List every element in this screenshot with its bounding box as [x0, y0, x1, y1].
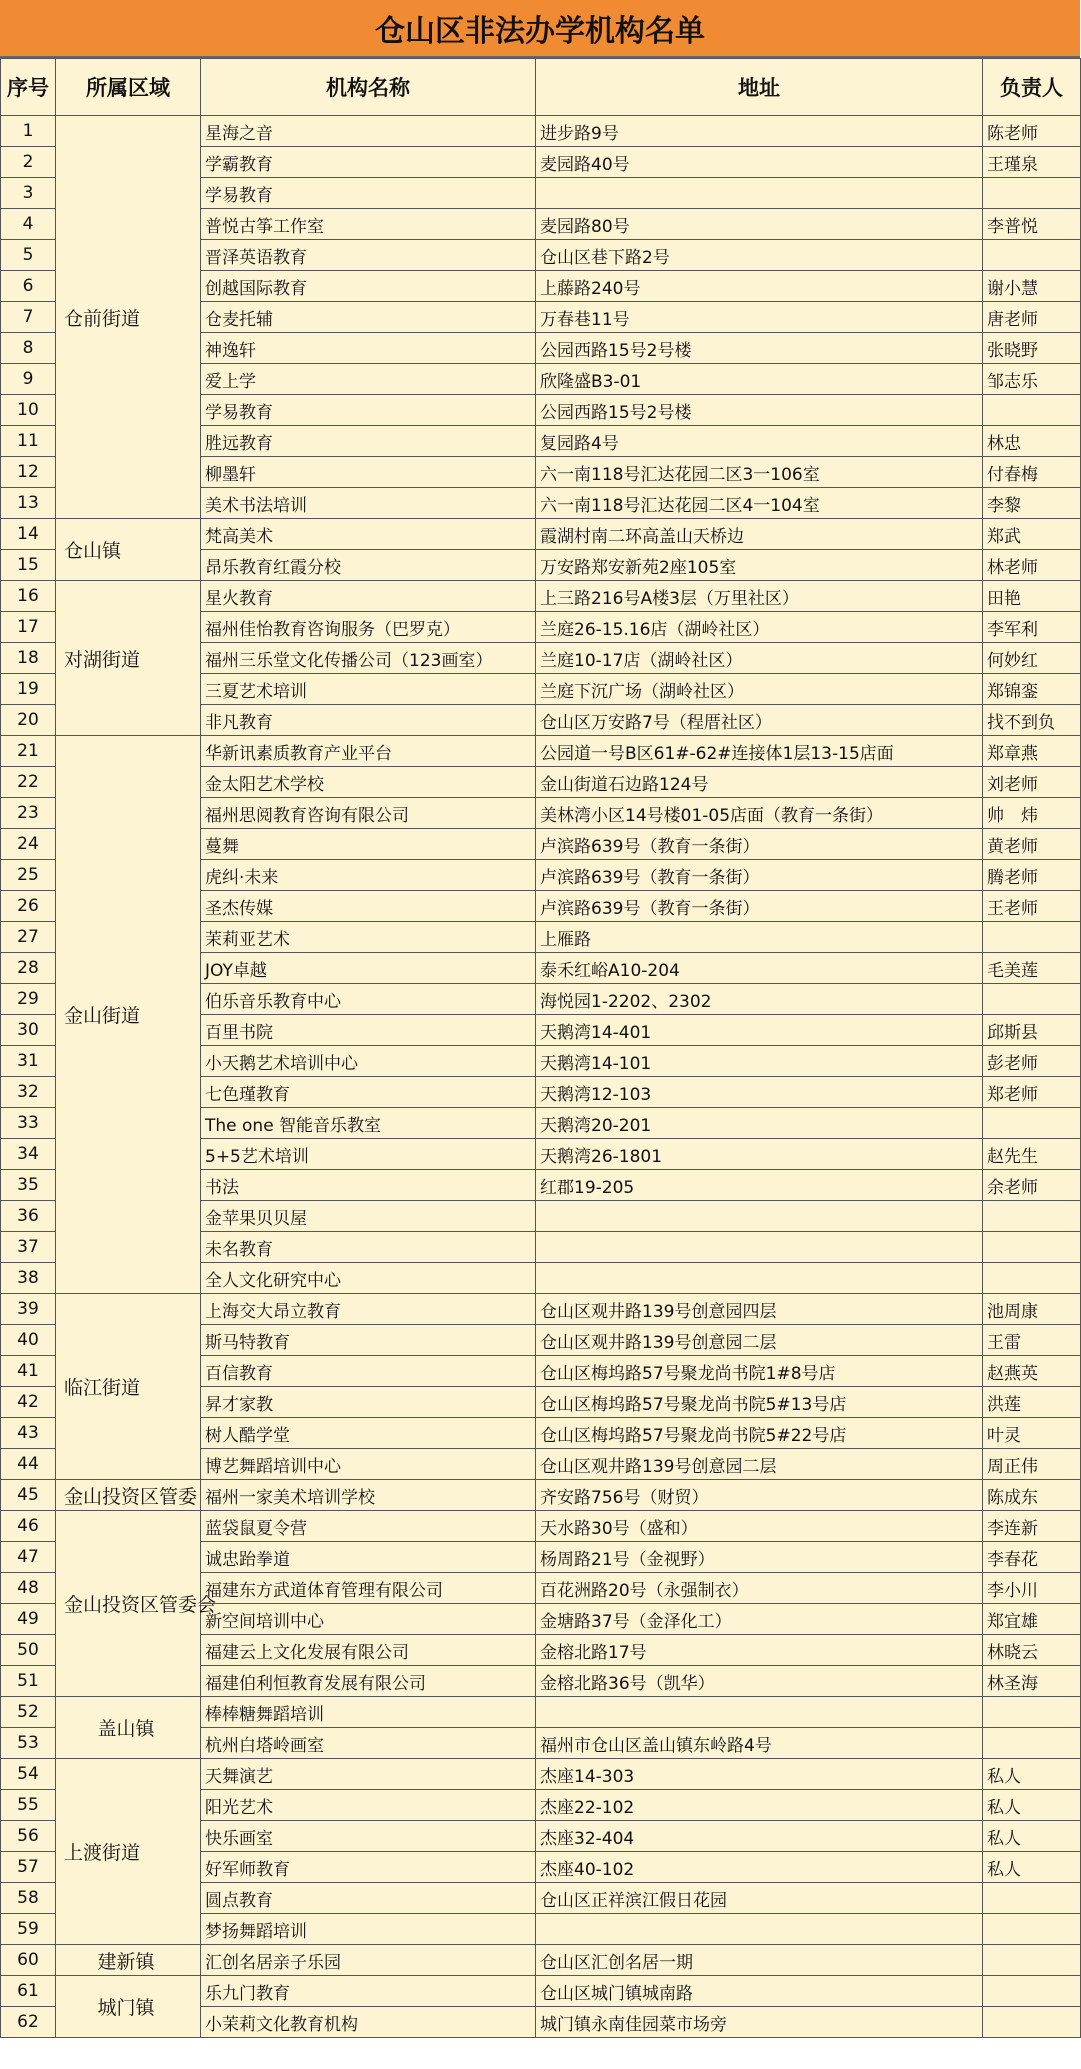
institution-address: 天鹅湾14-101 [536, 1046, 983, 1077]
person-in-charge: 帅 炜 [983, 798, 1081, 829]
person-in-charge: 郑章燕 [983, 736, 1081, 767]
institution-address: 卢滨路639号（教育一条街） [536, 860, 983, 891]
institution-address: 复园路4号 [536, 426, 983, 457]
person-in-charge: 邹志乐 [983, 364, 1081, 395]
person-in-charge: 彭老师 [983, 1046, 1081, 1077]
header-person: 负责人 [983, 59, 1081, 116]
institution-name: 蔓舞 [201, 829, 536, 860]
person-in-charge [983, 984, 1081, 1015]
row-index: 58 [1, 1883, 56, 1914]
institution-address [536, 1263, 983, 1294]
institution-name: 星火教育 [201, 581, 536, 612]
person-in-charge: 谢小慧 [983, 271, 1081, 302]
row-index: 33 [1, 1108, 56, 1139]
row-index: 56 [1, 1821, 56, 1852]
row-index: 2 [1, 147, 56, 178]
person-in-charge: 田艳 [983, 581, 1081, 612]
header-row [1, 59, 1081, 116]
institution-name: 斯马特教育 [201, 1325, 536, 1356]
person-in-charge [983, 395, 1081, 426]
person-in-charge: 李小川 [983, 1573, 1081, 1604]
row-index: 35 [1, 1170, 56, 1201]
institution-name: 学易教育 [201, 178, 536, 209]
institution-name: 虎纠·未来 [201, 860, 536, 891]
table-row [1, 1294, 1081, 1325]
person-in-charge [983, 1232, 1081, 1263]
row-index: 47 [1, 1542, 56, 1573]
row-index: 22 [1, 767, 56, 798]
row-index: 7 [1, 302, 56, 333]
region-cell: 仓山镇 [56, 519, 201, 581]
row-index: 46 [1, 1511, 56, 1542]
institution-address: 天鹅湾12-103 [536, 1077, 983, 1108]
institution-address: 兰庭26-15.16店（湖岭社区） [536, 612, 983, 643]
person-in-charge: 何妙红 [983, 643, 1081, 674]
institution-name: 胜远教育 [201, 426, 536, 457]
institution-name: 金苹果贝贝屋 [201, 1201, 536, 1232]
row-index: 40 [1, 1325, 56, 1356]
institution-name: 福州三乐堂文化传播公司（123画室） [201, 643, 536, 674]
institution-address: 泰禾红峪A10-204 [536, 953, 983, 984]
row-index: 25 [1, 860, 56, 891]
row-index: 17 [1, 612, 56, 643]
institution-name: 未名教育 [201, 1232, 536, 1263]
institution-address: 金榕北路17号 [536, 1635, 983, 1666]
region-cell: 临江街道 [56, 1294, 201, 1480]
person-in-charge: 洪莲 [983, 1387, 1081, 1418]
person-in-charge: 李春花 [983, 1542, 1081, 1573]
institution-address: 金塘路37号（金泽化工） [536, 1604, 983, 1635]
row-index: 44 [1, 1449, 56, 1480]
institution-address: 仓山区城门镇城南路 [536, 1976, 983, 2007]
row-index: 11 [1, 426, 56, 457]
person-in-charge: 付春梅 [983, 457, 1081, 488]
table-row [1, 1759, 1081, 1790]
row-index: 30 [1, 1015, 56, 1046]
person-in-charge [983, 1914, 1081, 1945]
row-index: 15 [1, 550, 56, 581]
region-cell: 仓前街道 [56, 116, 201, 519]
institution-address: 公园道一号B区61#-62#连接体1层13-15店面 [536, 736, 983, 767]
row-index: 50 [1, 1635, 56, 1666]
institution-name: 阳光艺术 [201, 1790, 536, 1821]
institution-name: 书法 [201, 1170, 536, 1201]
row-index: 60 [1, 1945, 56, 1976]
institution-address: 麦园路40号 [536, 147, 983, 178]
table-row [1, 519, 1081, 550]
person-in-charge: 林晓云 [983, 1635, 1081, 1666]
institution-address: 金榕北路36号（凯华） [536, 1666, 983, 1697]
institution-address: 兰庭10-17店（湖岭社区） [536, 643, 983, 674]
row-index: 27 [1, 922, 56, 953]
table-row [1, 1511, 1081, 1542]
row-index: 52 [1, 1697, 56, 1728]
table-row [1, 736, 1081, 767]
person-in-charge [983, 240, 1081, 271]
institution-address: 天鹅湾26-1801 [536, 1139, 983, 1170]
institution-name: 百里书院 [201, 1015, 536, 1046]
row-index: 57 [1, 1852, 56, 1883]
region-cell: 建新镇 [56, 1945, 201, 1976]
person-in-charge: 赵先生 [983, 1139, 1081, 1170]
person-in-charge: 林忠 [983, 426, 1081, 457]
institution-address: 麦园路80号 [536, 209, 983, 240]
person-in-charge [983, 1108, 1081, 1139]
institution-address: 兰庭下沉广场（湖岭社区） [536, 674, 983, 705]
institution-name: 昇才家教 [201, 1387, 536, 1418]
person-in-charge: 刘老师 [983, 767, 1081, 798]
row-index: 3 [1, 178, 56, 209]
institution-address: 海悦园1-2202、2302 [536, 984, 983, 1015]
region-cell: 对湖街道 [56, 581, 201, 736]
row-index: 10 [1, 395, 56, 426]
institution-address [536, 1232, 983, 1263]
institution-table [0, 58, 1081, 2038]
institution-address: 天鹅湾14-401 [536, 1015, 983, 1046]
row-index: 36 [1, 1201, 56, 1232]
institution-name: 棒棒糖舞蹈培训 [201, 1697, 536, 1728]
institution-address: 仓山区汇创名居一期 [536, 1945, 983, 1976]
institution-name: 乐九门教育 [201, 1976, 536, 2007]
person-in-charge: 李普悦 [983, 209, 1081, 240]
row-index: 12 [1, 457, 56, 488]
row-index: 26 [1, 891, 56, 922]
header-name: 机构名称 [201, 59, 536, 116]
person-in-charge: 李军利 [983, 612, 1081, 643]
page-title: 仓山区非法办学机构名单 [0, 0, 1080, 58]
institution-name: 昂乐教育红霞分校 [201, 550, 536, 581]
institution-name: 学霸教育 [201, 147, 536, 178]
institution-name: 好军师教育 [201, 1852, 536, 1883]
row-index: 38 [1, 1263, 56, 1294]
row-index: 28 [1, 953, 56, 984]
institution-address: 万安路郑安新苑2座105室 [536, 550, 983, 581]
institution-name: 普悦古筝工作室 [201, 209, 536, 240]
institution-name: 柳墨轩 [201, 457, 536, 488]
institution-name: 蓝袋鼠夏令营 [201, 1511, 536, 1542]
row-index: 18 [1, 643, 56, 674]
table-body [1, 116, 1081, 2038]
institution-name: 梵高美术 [201, 519, 536, 550]
person-in-charge: 李连新 [983, 1511, 1081, 1542]
institution-name: 福建云上文化发展有限公司 [201, 1635, 536, 1666]
person-in-charge [983, 1883, 1081, 1914]
person-in-charge: 王瑾泉 [983, 147, 1081, 178]
table-row [1, 1976, 1081, 2007]
header-index: 序号 [1, 59, 56, 116]
institution-name: 星海之音 [201, 116, 536, 147]
institution-name: 圆点教育 [201, 1883, 536, 1914]
institution-name: 七色瑾教育 [201, 1077, 536, 1108]
header-address: 地址 [536, 59, 983, 116]
person-in-charge: 余老师 [983, 1170, 1081, 1201]
row-index: 5 [1, 240, 56, 271]
region-cell: 盖山镇 [56, 1697, 201, 1759]
institution-name: 创越国际教育 [201, 271, 536, 302]
person-in-charge: 周正伟 [983, 1449, 1081, 1480]
region-cell: 金山投资区管委 [56, 1480, 201, 1511]
institution-name: 福建东方武道体育管理有限公司 [201, 1573, 536, 1604]
institution-address: 欣隆盛B3-01 [536, 364, 983, 395]
person-in-charge: 郑武 [983, 519, 1081, 550]
person-in-charge: 唐老师 [983, 302, 1081, 333]
row-index: 16 [1, 581, 56, 612]
person-in-charge: 腾老师 [983, 860, 1081, 891]
institution-address: 杰座32-404 [536, 1821, 983, 1852]
institution-address: 霞湖村南二环高盖山天桥边 [536, 519, 983, 550]
person-in-charge: 林老师 [983, 550, 1081, 581]
table-row [1, 1697, 1081, 1728]
institution-name: 福建伯利恒教育发展有限公司 [201, 1666, 536, 1697]
institution-name: 天舞演艺 [201, 1759, 536, 1790]
person-in-charge [983, 1728, 1081, 1759]
institution-name: 汇创名居亲子乐园 [201, 1945, 536, 1976]
institution-address: 仓山区观井路139号创意园二层 [536, 1325, 983, 1356]
row-index: 9 [1, 364, 56, 395]
person-in-charge: 陈老师 [983, 116, 1081, 147]
person-in-charge: 私人 [983, 1852, 1081, 1883]
institution-address: 福州市仓山区盖山镇东岭路4号 [536, 1728, 983, 1759]
institution-address: 六一南118号汇达花园二区3一106室 [536, 457, 983, 488]
row-index: 45 [1, 1480, 56, 1511]
row-index: 21 [1, 736, 56, 767]
row-index: 20 [1, 705, 56, 736]
region-cell: 金山街道 [56, 736, 201, 1294]
region-cell: 上渡街道 [56, 1759, 201, 1945]
institution-address: 百花洲路20号（永强制衣） [536, 1573, 983, 1604]
institution-address: 仓山区梅坞路57号聚龙尚书院5#13号店 [536, 1387, 983, 1418]
institution-name: 快乐画室 [201, 1821, 536, 1852]
row-index: 4 [1, 209, 56, 240]
row-index: 6 [1, 271, 56, 302]
institution-address: 万春巷11号 [536, 302, 983, 333]
institution-address: 仓山区正祥滨江假日花园 [536, 1883, 983, 1914]
institution-address [536, 178, 983, 209]
row-index: 39 [1, 1294, 56, 1325]
institution-address [536, 1201, 983, 1232]
person-in-charge: 邱斯县 [983, 1015, 1081, 1046]
institution-name: 博艺舞蹈培训中心 [201, 1449, 536, 1480]
institution-address: 仓山区观井路139号创意园四层 [536, 1294, 983, 1325]
institution-name: 小天鹅艺术培训中心 [201, 1046, 536, 1077]
institution-address: 卢滨路639号（教育一条街） [536, 891, 983, 922]
institution-address: 上三路216号A楼3层（万里社区） [536, 581, 983, 612]
person-in-charge: 林圣海 [983, 1666, 1081, 1697]
institution-name: 福州思阅教育咨询有限公司 [201, 798, 536, 829]
institution-name: 金太阳艺术学校 [201, 767, 536, 798]
institution-name: 小茉莉文化教育机构 [201, 2007, 536, 2038]
institution-name: 圣杰传媒 [201, 891, 536, 922]
institution-address: 进步路9号 [536, 116, 983, 147]
row-index: 34 [1, 1139, 56, 1170]
institution-address: 红郡19-205 [536, 1170, 983, 1201]
institution-address: 卢滨路639号（教育一条街） [536, 829, 983, 860]
institution-address: 城门镇永南佳园菜市场旁 [536, 2007, 983, 2038]
person-in-charge: 找不到负 [983, 705, 1081, 736]
institution-address: 仓山区万安路7号（程厝社区） [536, 705, 983, 736]
institution-address: 仓山区巷下路2号 [536, 240, 983, 271]
person-in-charge [983, 1945, 1081, 1976]
table-row [1, 1480, 1081, 1511]
person-in-charge: 私人 [983, 1790, 1081, 1821]
institution-address: 仓山区梅坞路57号聚龙尚书院1#8号店 [536, 1356, 983, 1387]
row-index: 14 [1, 519, 56, 550]
institution-name: 全人文化研究中心 [201, 1263, 536, 1294]
row-index: 13 [1, 488, 56, 519]
institution-address: 公园西路15号2号楼 [536, 395, 983, 426]
row-index: 1 [1, 116, 56, 147]
row-index: 61 [1, 1976, 56, 2007]
person-in-charge [983, 1263, 1081, 1294]
row-index: 29 [1, 984, 56, 1015]
institution-address: 天水路30号（盛和） [536, 1511, 983, 1542]
person-in-charge [983, 178, 1081, 209]
region-cell: 金山投资区管委会 [56, 1511, 201, 1697]
row-index: 49 [1, 1604, 56, 1635]
institution-name: 爱上学 [201, 364, 536, 395]
row-index: 32 [1, 1077, 56, 1108]
row-index: 43 [1, 1418, 56, 1449]
person-in-charge: 张晓野 [983, 333, 1081, 364]
institution-name: 梦扬舞蹈培训 [201, 1914, 536, 1945]
row-index: 41 [1, 1356, 56, 1387]
person-in-charge: 郑锦銮 [983, 674, 1081, 705]
institution-address: 六一南118号汇达花园二区4一104室 [536, 488, 983, 519]
person-in-charge: 私人 [983, 1759, 1081, 1790]
institution-name: 福州一家美术培训学校 [201, 1480, 536, 1511]
person-in-charge: 王老师 [983, 891, 1081, 922]
person-in-charge: 李黎 [983, 488, 1081, 519]
row-index: 31 [1, 1046, 56, 1077]
region-cell: 城门镇 [56, 1976, 201, 2038]
row-index: 51 [1, 1666, 56, 1697]
institution-address: 上雁路 [536, 922, 983, 953]
row-index: 42 [1, 1387, 56, 1418]
institution-address: 杨周路21号（金视野） [536, 1542, 983, 1573]
institution-address [536, 1697, 983, 1728]
person-in-charge [983, 2007, 1081, 2038]
person-in-charge: 池周康 [983, 1294, 1081, 1325]
person-in-charge [983, 1976, 1081, 2007]
person-in-charge [983, 922, 1081, 953]
person-in-charge: 王雷 [983, 1325, 1081, 1356]
row-index: 48 [1, 1573, 56, 1604]
institution-name: 伯乐音乐教育中心 [201, 984, 536, 1015]
row-index: 37 [1, 1232, 56, 1263]
row-index: 55 [1, 1790, 56, 1821]
institution-name: 诚忠跆拳道 [201, 1542, 536, 1573]
header-region: 所属区域 [56, 59, 201, 116]
person-in-charge: 叶灵 [983, 1418, 1081, 1449]
institution-name: 学易教育 [201, 395, 536, 426]
institution-name: 上海交大昂立教育 [201, 1294, 536, 1325]
institution-name: JOY卓越 [201, 953, 536, 984]
row-index: 8 [1, 333, 56, 364]
person-in-charge: 黄老师 [983, 829, 1081, 860]
institution-name: 晋泽英语教育 [201, 240, 536, 271]
person-in-charge [983, 1697, 1081, 1728]
table-row [1, 1945, 1081, 1976]
institution-name: 5+5艺术培训 [201, 1139, 536, 1170]
table-row [1, 581, 1081, 612]
person-in-charge [983, 1201, 1081, 1232]
person-in-charge: 毛美莲 [983, 953, 1081, 984]
row-index: 54 [1, 1759, 56, 1790]
institution-name: 杭州白塔岭画室 [201, 1728, 536, 1759]
institution-address: 公园西路15号2号楼 [536, 333, 983, 364]
person-in-charge: 陈成东 [983, 1480, 1081, 1511]
row-index: 62 [1, 2007, 56, 2038]
person-in-charge: 私人 [983, 1821, 1081, 1852]
row-index: 59 [1, 1914, 56, 1945]
institution-address: 杰座40-102 [536, 1852, 983, 1883]
institution-name: 华新讯素质教育产业平台 [201, 736, 536, 767]
institution-address: 金山街道石边路124号 [536, 767, 983, 798]
institution-address: 杰座14-303 [536, 1759, 983, 1790]
institution-address: 齐安路756号（财贸） [536, 1480, 983, 1511]
institution-name: The one 智能音乐教室 [201, 1108, 536, 1139]
person-in-charge: 赵燕英 [983, 1356, 1081, 1387]
row-index: 53 [1, 1728, 56, 1759]
institution-name: 仓麦托辅 [201, 302, 536, 333]
institution-address: 杰座22-102 [536, 1790, 983, 1821]
institution-name: 百信教育 [201, 1356, 536, 1387]
institution-address: 仓山区观井路139号创意园二层 [536, 1449, 983, 1480]
institution-name: 美术书法培训 [201, 488, 536, 519]
institution-address: 天鹅湾20-201 [536, 1108, 983, 1139]
institution-name: 茉莉亚艺术 [201, 922, 536, 953]
institution-name: 神逸轩 [201, 333, 536, 364]
institution-name: 福州佳怡教育咨询服务（巴罗克） [201, 612, 536, 643]
row-index: 19 [1, 674, 56, 705]
person-in-charge: 郑宜雄 [983, 1604, 1081, 1635]
row-index: 24 [1, 829, 56, 860]
institution-address [536, 1914, 983, 1945]
institution-address: 上藤路240号 [536, 271, 983, 302]
person-in-charge: 郑老师 [983, 1077, 1081, 1108]
institution-address: 美林湾小区14号楼01-05店面（教育一条街） [536, 798, 983, 829]
row-index: 23 [1, 798, 56, 829]
institution-name: 三夏艺术培训 [201, 674, 536, 705]
institution-name: 树人酷学堂 [201, 1418, 536, 1449]
table-row [1, 116, 1081, 147]
institution-address: 仓山区梅坞路57号聚龙尚书院5#22号店 [536, 1418, 983, 1449]
institution-name: 非凡教育 [201, 705, 536, 736]
institution-name: 新空间培训中心 [201, 1604, 536, 1635]
